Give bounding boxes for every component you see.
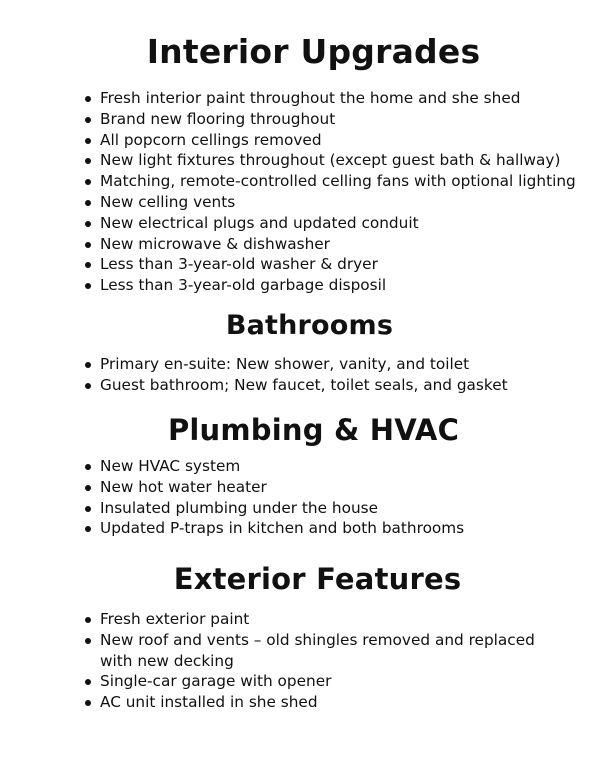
list-item: New roof and vents – old shingles removed and replaced with new decking — [82, 630, 570, 672]
list-item: Brand new flooring throughout — [82, 109, 576, 130]
list-item: New hot water heater — [82, 477, 464, 498]
list-item: New HVAC system — [82, 456, 464, 477]
exterior-features-list — [82, 609, 570, 713]
interior-upgrades-list — [82, 88, 576, 296]
list-item: Insulated plumbing under the house — [82, 498, 464, 519]
list-item: New microwave & dishwasher — [82, 234, 576, 255]
list-item: Matching, remote-controlled celling fans with optional lighting — [82, 171, 576, 192]
list-item: Updated P-traps in kitchen and both bathrooms — [82, 518, 464, 539]
list-item: Guest bathroom; New faucet, toilet seals, and gasket — [82, 375, 508, 396]
bathrooms-list — [82, 354, 508, 396]
list-item: Primary en-suite: New shower, vanity, and toilet — [82, 354, 508, 375]
list-item: Less than 3-year-old garbage disposil — [82, 275, 576, 296]
list-item: Fresh interior paint throughout the home and she shed — [82, 88, 576, 109]
section-title-bathrooms: Bathrooms — [225, 310, 394, 341]
list-item: Fresh exterior paint — [82, 609, 570, 630]
list-item: New light fixtures throughout (except guest bath & hallway) — [82, 150, 576, 171]
section-title-interior-upgrades: Interior Upgrades — [146, 32, 481, 71]
plumbing-hvac-list — [82, 456, 464, 539]
section-title-exterior-features: Exterior Features — [173, 562, 462, 596]
list-item: Single-car garage with opener — [82, 671, 570, 692]
list-item: AC unit installed in she shed — [82, 692, 570, 713]
list-item: New celling vents — [82, 192, 576, 213]
list-item: New electrical plugs and updated conduit — [82, 213, 576, 234]
section-title-plumbing-hvac: Plumbing & HVAC — [167, 413, 460, 447]
list-item: Less than 3-year-old washer & dryer — [82, 254, 576, 275]
list-item: All popcorn cellings removed — [82, 130, 576, 151]
